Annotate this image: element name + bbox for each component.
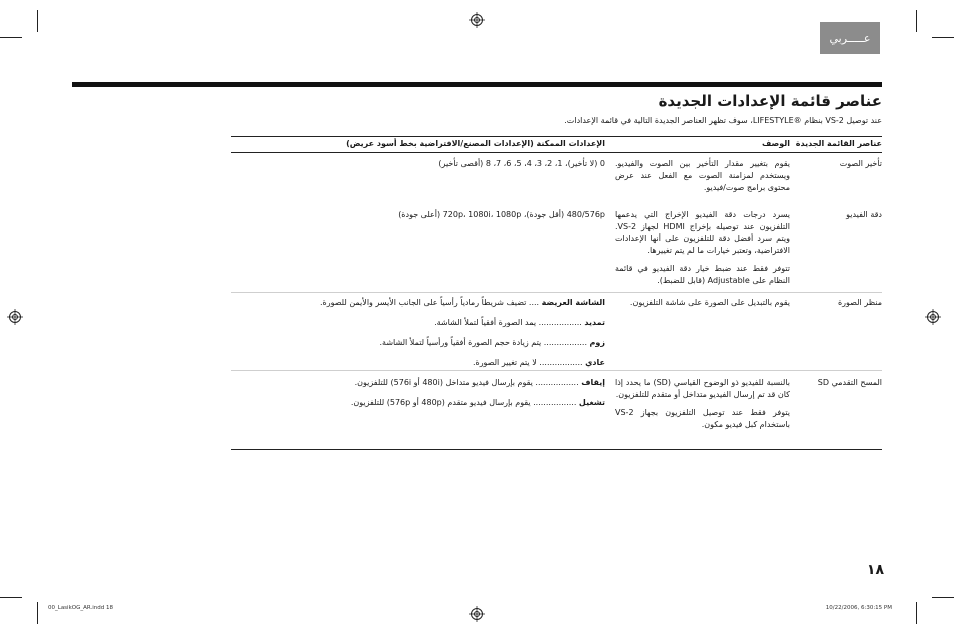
crop-mark	[37, 10, 38, 32]
table-top-border	[231, 136, 882, 137]
setting-option: تشغيل ................. يقوم بإرسال فيديو متقدم (480p أو 576p) للتلفزيون.	[350, 398, 605, 407]
registration-mark-icon	[469, 606, 485, 622]
crop-mark	[916, 10, 917, 32]
table-row-feature: المسح التقدمي SD	[817, 378, 882, 387]
header-feature: عناصر القائمة الجديدة	[795, 139, 882, 148]
crop-mark	[0, 37, 22, 38]
table-row-feature: تأخير الصوت	[839, 159, 882, 168]
setting-option: زوم ................. يتم زيادة حجم الصورة أفقياً ورأسياً لتملأ الشاشة.	[379, 338, 605, 347]
header-rule	[72, 82, 882, 87]
table-row-settings	[265, 209, 605, 229]
table-row-settings	[265, 158, 605, 178]
setting-option: عادي ................. لا يتم تغيير الصورة.	[472, 358, 605, 367]
footer-timestamp: 10/22/2006, 6:30:15 PM	[825, 605, 892, 611]
language-label: عـــــربي	[829, 31, 871, 45]
setting-option: 0 (لا تأخير)، 1، 2، 3، 4، 5، 6، 7، 8 (أقصى تأخير)	[438, 159, 605, 168]
page-title: عناصر قائمة الإعدادات الجديدة	[658, 92, 882, 110]
description-paragraph: يتوفر فقط عند توصيل التلفزيون بجهاز VS-2 باستخدام كبل فيديو مكون.	[615, 408, 790, 429]
table-row-feature: دقة الفيديو	[846, 210, 882, 219]
crop-mark	[0, 597, 22, 598]
table-header-border	[231, 152, 882, 153]
row-divider	[231, 292, 882, 293]
table-row-description	[615, 297, 790, 309]
table-bottom-border	[231, 449, 882, 450]
description-paragraph: تتوفر فقط عند ضبط خيار دقة الفيديو في قائمة النظام على Adjustable (قابل للضبط).	[615, 264, 790, 285]
intro-text: عند توصيل VS-2 بنظام ®LIFESTYLE، سوف تظهر العناصر الجديدة التالية في قائمة الإعدادات.	[564, 116, 882, 125]
language-tab	[820, 22, 880, 54]
header-description: الوصف	[761, 139, 790, 148]
row-divider	[231, 370, 882, 371]
crop-mark	[37, 602, 38, 624]
description-paragraph: يقوم بالتبديل على الصورة على شاشة التلفزيون.	[629, 298, 790, 307]
table-row-description	[615, 377, 790, 431]
page-number: ١٨	[866, 562, 884, 578]
registration-mark-icon	[469, 12, 485, 28]
description-paragraph: يقوم بتغيير مقدار التأخير بين الصوت والفيديو. ويستخدم لمزامنة الصوت مع الفعل عند عرض محتوى برامج صوت/فيديو.	[615, 159, 790, 192]
crop-mark	[932, 597, 954, 598]
registration-mark-icon	[7, 309, 23, 325]
registration-mark-icon	[925, 309, 941, 325]
description-paragraph: بالنسبة للفيديو ذو الوضوح القياسي (SD) ما يحدد إذا كان قد تم إرسال الفيديو متداخل أو متقدم للتلفزيون.	[615, 378, 790, 399]
table-row-description	[615, 209, 790, 287]
setting-option: تمديد ................. يمد الصورة أفقياً لتملأ الشاشة.	[434, 318, 605, 327]
table-row-description	[615, 158, 790, 194]
crop-mark	[932, 37, 954, 38]
setting-option: 480/576p (أقل جودة)، 720p، 1080i، 1080p (أعلى جودة)	[398, 210, 605, 219]
table-row-feature: منظر الصورة	[837, 298, 882, 307]
setting-option: الشاشة العريضة .... تضيف شريطاً رمادياً رأسياً على الجانب الأيسر والأيمن للصورة.	[320, 298, 605, 307]
crop-mark	[916, 602, 917, 624]
setting-option: إيقاف ................. يقوم بإرسال فيديو متداخل (480i أو 576i) للتلفزيون.	[354, 378, 605, 387]
table-row-settings	[265, 377, 605, 417]
footer-file-info: 00_LasikOG_AR.indd 18	[48, 605, 113, 611]
description-paragraph: يسرد درجات دقة الفيديو الإخراج التي يدعمها التلفزيون عند توصيله بإخراج HDMI لجهاز VS-2. ويتم سرد أفضل دقة للتلفزيون على أنها الإعدادات الافتراضية، وتعتبر خيارات ما لم يتم تغييرها.	[615, 210, 790, 255]
table-row-settings	[265, 297, 605, 377]
header-settings: الإعدادات الممكنة (الإعدادات المصنع/الافتراضية بخط أسود عريض)	[346, 139, 605, 148]
